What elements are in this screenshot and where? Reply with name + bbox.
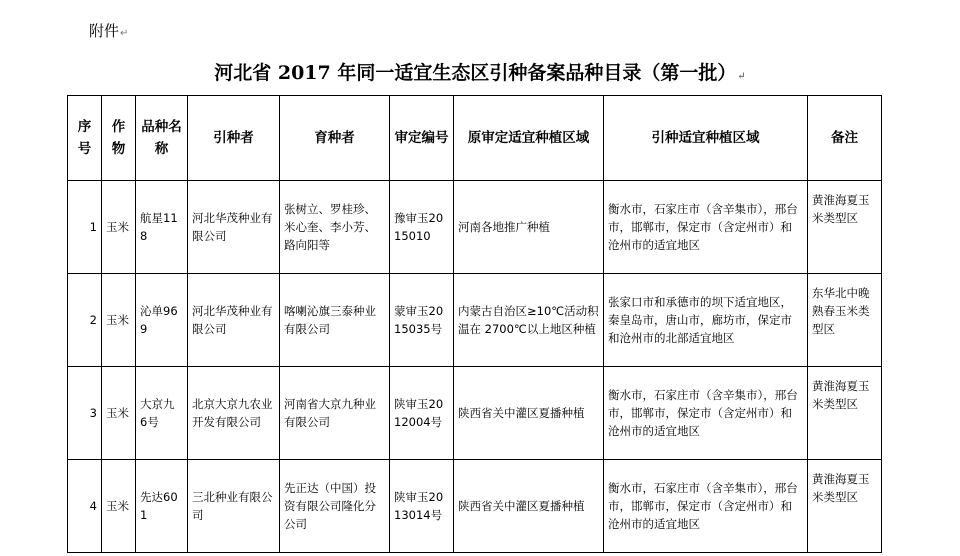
- cell-breeder: 喀喇沁旗三泰种业有限公司: [280, 274, 390, 367]
- table-row: [68, 460, 882, 553]
- cell-crop: 玉米: [102, 181, 136, 274]
- cell-reg-no: 陕审玉2013014号: [390, 460, 454, 553]
- header-cell: 序号: [68, 96, 102, 181]
- variety-table: [67, 95, 882, 553]
- cell-introducer: 北京大京九农业开发有限公司: [188, 367, 280, 460]
- cell-variety: 航星118: [136, 181, 188, 274]
- table-row: [68, 274, 882, 367]
- header-cell: 品种名称: [136, 96, 188, 181]
- cell-orig-area: 内蒙古自治区≥10℃活动积温在 2700℃以上地区种植: [454, 274, 604, 367]
- cell-crop: 玉米: [102, 367, 136, 460]
- cell-note: 东华北中晚熟春玉米类型区: [808, 274, 882, 367]
- cell-no: 2: [68, 274, 102, 367]
- cell-breeder: 张树立、罗桂珍、米心奎、李小芳、路向阳等: [280, 181, 390, 274]
- header-row: [68, 96, 882, 181]
- header-cell: 引种者: [188, 96, 280, 181]
- cell-note: 黄淮海夏玉米类型区: [808, 367, 882, 460]
- cell-reg-no: 豫审玉2015010: [390, 181, 454, 274]
- cell-intro-area: 衡水市，石家庄市（含辛集市），邢台市，邯郸市，保定市（含定州市）和沧州市的适宜地区: [604, 367, 808, 460]
- cell-intro-area: 衡水市，石家庄市（含辛集市），邢台市，邯郸市，保定市（含定州市）和沧州市的适宜地区: [604, 460, 808, 553]
- header-cell: 作物: [102, 96, 136, 181]
- cell-orig-area: 陕西省关中灌区夏播种植: [454, 460, 604, 553]
- cell-orig-area: 陕西省关中灌区夏播种植: [454, 367, 604, 460]
- cell-intro-area: 衡水市，石家庄市（含辛集市），邢台市，邯郸市，保定市（含定州市）和沧州市的适宜地区: [604, 181, 808, 274]
- cell-no: 1: [68, 181, 102, 274]
- cell-orig-area: 河南各地推广种植: [454, 181, 604, 274]
- header-cell: 备注: [808, 96, 882, 181]
- cell-variety: 先达601: [136, 460, 188, 553]
- cell-note: 黄淮海夏玉米类型区: [808, 181, 882, 274]
- cell-no: 4: [68, 460, 102, 553]
- header-cell: 育种者: [280, 96, 390, 181]
- table-row: [68, 367, 882, 460]
- cell-no: 3: [68, 367, 102, 460]
- cell-breeder: 先正达（中国）投资有限公司隆化分公司: [280, 460, 390, 553]
- header-cell: 引种适宜种植区域: [604, 96, 808, 181]
- cell-crop: 玉米: [102, 274, 136, 367]
- attachment-label: 附件↵: [89, 22, 129, 40]
- cell-note: 黄淮海夏玉米类型区: [808, 460, 882, 553]
- cell-crop: 玉米: [102, 460, 136, 553]
- cell-variety: 大京九 6号: [136, 367, 188, 460]
- cell-intro-area: 张家口市和承德市的坝下适宜地区，秦皇岛市，唐山市，廊坊市，保定市和沧州市的北部适宜地区: [604, 274, 808, 367]
- cell-variety: 沁单969: [136, 274, 188, 367]
- header-cell: 原审定适宜种植区域: [454, 96, 604, 181]
- cell-introducer: 河北华茂种业有限公司: [188, 274, 280, 367]
- cell-reg-no: 蒙审玉2015035号: [390, 274, 454, 367]
- cell-reg-no: 陕审玉2012004号: [390, 367, 454, 460]
- cell-introducer: 河北华茂种业有限公司: [188, 181, 280, 274]
- document-title: 河北省 2017 年同一适宜生态区引种备案品种目录（第一批）↵: [214, 62, 746, 84]
- table-row: [68, 181, 882, 274]
- cell-introducer: 三北种业有限公司: [188, 460, 280, 553]
- cell-breeder: 河南省大京九种业有限公司: [280, 367, 390, 460]
- header-cell: 审定编号: [390, 96, 454, 181]
